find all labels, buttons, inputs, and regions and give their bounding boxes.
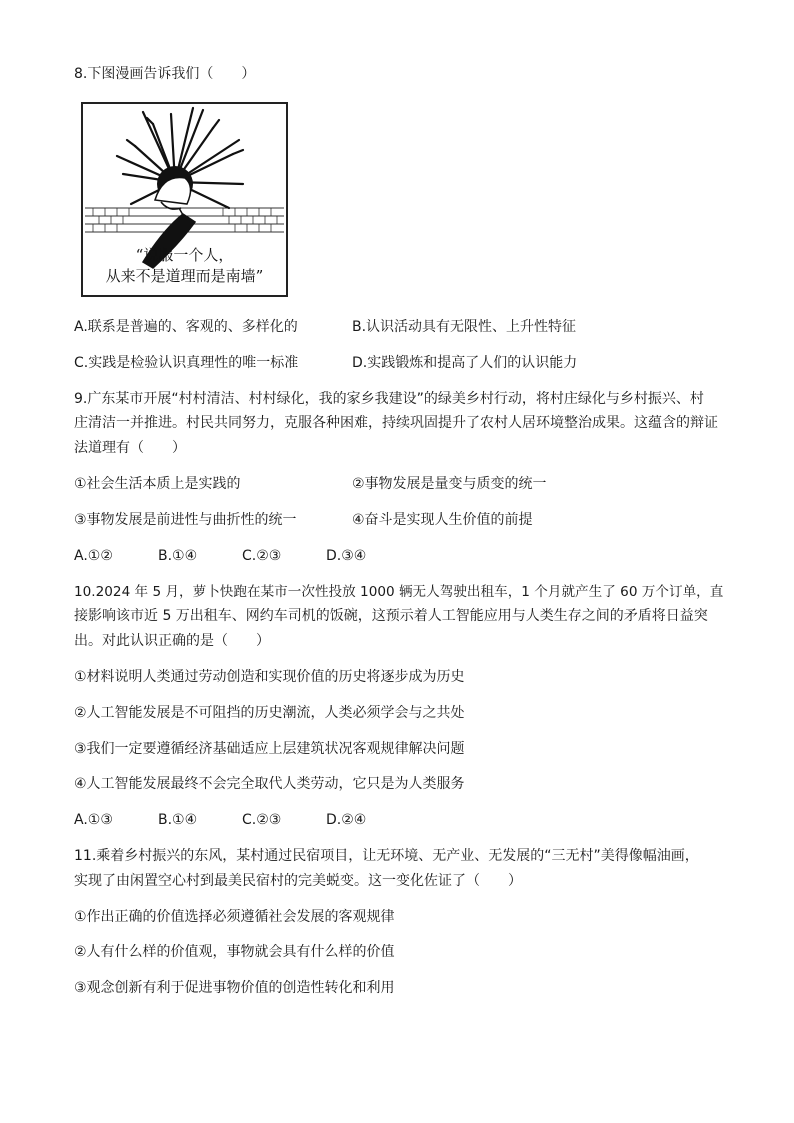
- q9-options: [74, 546, 366, 566]
- q11-item-2: ②人有什么样的价值观，事物就会具有什么样的价值: [74, 944, 395, 960]
- q9-item-2: ②事物发展是量变与质变的统一: [352, 476, 547, 492]
- caption-line-1: “说服一个人，: [135, 246, 234, 264]
- q10-item-4: ④人工智能发展最终不会完全取代人类劳动，它只是为人类服务: [74, 776, 465, 792]
- q10-item-1: ①材料说明人类通过劳动创造和实现价值的历史将逐步成为历史: [74, 669, 465, 685]
- q8-stem: 8.下图漫画告诉我们（ ）: [74, 66, 256, 82]
- q8-option-d: D.实践锻炼和提高了人们的认识能力: [352, 355, 578, 371]
- q10-stem-line-1: 10.2024 年 5 月，萝卜快跑在某市一次性投放 1000 辆无人驾驶出租车，1 个月就产生了 60 万个订单，直: [74, 584, 724, 600]
- q10-item-3: ③我们一定要遵循经济基础适应上层建筑状况客观规律解决问题: [74, 741, 465, 757]
- q10-stem-line-2: 接影响该市近 5 万出租车、网约车司机的饭碗，这预示着人工智能应用与人类生存之间的矛盾将日益突: [74, 608, 708, 624]
- q9-item-4: ④奋斗是实现人生价值的前提: [352, 512, 533, 528]
- cartoon-image: [81, 102, 288, 297]
- q11-stem-line-1: 11.乘着乡村振兴的东风，某村通过民宿项目，让无环境、无产业、无发展的“三无村”美得像幅油画，: [74, 848, 699, 864]
- q9-stem-line-1: 9.广东某市开展“村村清洁、村村绿化，我的家乡我建设”的绿美乡村行动，将村庄绿化与乡村振兴、村: [74, 391, 704, 407]
- q10-stem-line-3: 出。对此认识正确的是（ ）: [74, 633, 270, 649]
- caption-line-2: 从来不是道理而是南墙”: [105, 267, 264, 285]
- q9-option-b: B.①④: [158, 548, 198, 564]
- q9-item-3: ③事物发展是前进性与曲折性的统一: [74, 512, 297, 528]
- q8-option-b: B.认识活动具有无限性、上升性特征: [352, 319, 577, 335]
- q9-stem-line-3: 法道理有（ ）: [74, 440, 186, 456]
- q9-item-1: ①社会生活本质上是实践的: [74, 476, 241, 492]
- q9-option-c: C.②③: [242, 548, 282, 564]
- cartoon-caption: [83, 245, 286, 287]
- q11-stem-line-2: 实现了由闲置空心村到最美民宿村的完美蜕变。这一变化佐证了（ ）: [74, 873, 522, 889]
- q10-option-c: C.②③: [242, 812, 282, 828]
- q11-item-3: ③观念创新有利于促进事物价值的创造性转化和利用: [74, 980, 395, 996]
- q9-option-d: D.③④: [326, 548, 367, 564]
- q9-option-a: A.①②: [74, 548, 113, 564]
- q10-item-2: ②人工智能发展是不可阻挡的历史潮流，人类必须学会与之共处: [74, 705, 465, 721]
- q11-item-1: ①作出正确的价值选择必须遵循社会发展的客观规律: [74, 909, 395, 925]
- q10-option-a: A.①③: [74, 812, 113, 828]
- q8-option-c: C.实践是检验认识真理性的唯一标准: [74, 355, 299, 371]
- q9-stem-line-2: 庄清洁一并推进。村民共同努力，克服各种困难，持续巩固提升了农村人居环境整治成果。这蕴含的辩证: [74, 415, 718, 431]
- q10-options: [74, 810, 366, 830]
- q8-option-a: A.联系是普遍的、客观的、多样化的: [74, 319, 298, 335]
- q10-option-b: B.①④: [158, 812, 198, 828]
- q10-option-d: D.②④: [326, 812, 367, 828]
